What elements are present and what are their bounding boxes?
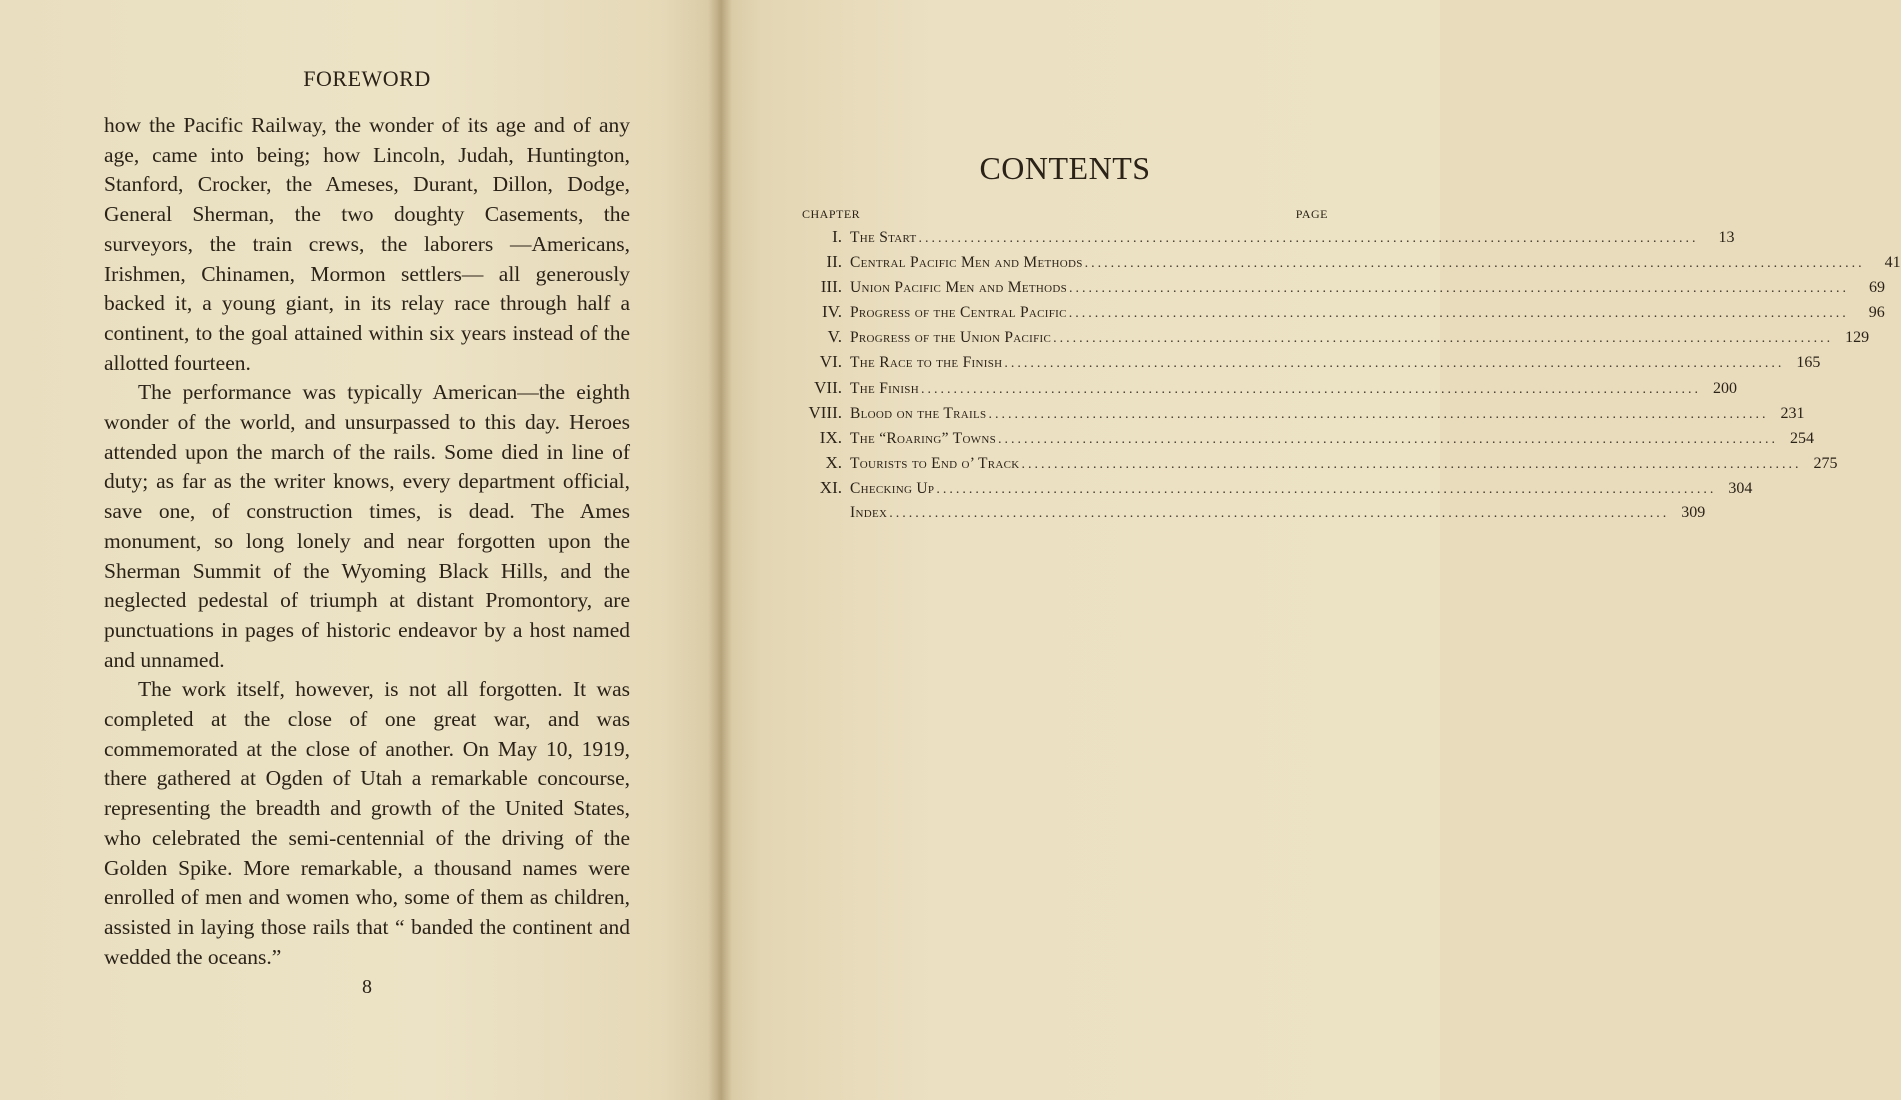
page-reference: 254 (1790, 429, 1815, 447)
toc-entry (802, 324, 1870, 349)
page-reference: 129 (1845, 329, 1870, 347)
dot-leader: ........................................................................................................................ (1069, 281, 1850, 297)
page-reference: 13 (1718, 229, 1735, 246)
toc-entry (802, 224, 1735, 249)
chapter-number: VII. (814, 377, 842, 397)
toc-entry (802, 500, 1706, 525)
dot-leader: ........................................................................................................................ (988, 406, 1769, 422)
toc-entry (802, 349, 1821, 374)
chapter-title: Progress of the Central Pacific (850, 304, 1067, 322)
dot-leader: ........................................................................................................................ (1021, 456, 1802, 472)
page-reference: 309 (1681, 504, 1706, 522)
chapter-title: The Start (850, 229, 917, 246)
page-reference: 69 (1869, 279, 1886, 297)
chapter-title: Tourists to End o’ Track (850, 454, 1020, 472)
chapter-column-label: CHAPTER (802, 207, 861, 221)
chapter-title: Index (850, 504, 888, 522)
dot-leader: ........................................................................................................................ (889, 506, 1670, 522)
page-reference: 41 (1884, 254, 1901, 272)
chapter-number: III. (820, 277, 842, 297)
page-reference: 231 (1780, 404, 1805, 422)
dot-leader: ........................................................................................................................ (998, 431, 1779, 447)
book-gutter (708, 0, 732, 1100)
page-reference: 275 (1813, 454, 1838, 472)
dot-leader: ........................................................................................................................ (1068, 306, 1849, 322)
toc-entry (802, 425, 1815, 450)
chapter-title: Checking Up (850, 479, 935, 497)
dot-leader: ........................................................................................................................ (936, 481, 1717, 497)
chapter-number: V. (827, 327, 842, 347)
page-reference: 200 (1712, 379, 1737, 397)
chapter-title: Blood on the Trails (850, 404, 987, 422)
left-page (0, 0, 718, 1100)
paragraph: The performance was typically American—the eighth wonder of the world, and unsurpassed to this day. Heroes attended upon the march of the rails. Some died in line of duty; as far as the writer knows, every department official, save one, of construction times, is dead. The Ames monument, so long lonely and near forgotten upon the Sherman Summit of the Wyoming Black Hills, and the neglected pedestal of triumph at distant Promontory, are punctuations in pages of historic endeavor by a host named and unnamed. (104, 380, 630, 672)
chapter-title: The Race to the Finish (850, 354, 1003, 372)
page-reference: 165 (1796, 354, 1821, 372)
toc-entry (802, 375, 1737, 400)
table-of-contents (802, 224, 1901, 525)
chapter-number: XI. (819, 477, 842, 497)
toc-entry (802, 400, 1805, 425)
page-reference: 96 (1868, 304, 1885, 322)
paragraph: The work itself, however, is not all forgotten. It was completed at the close of one great war, and was commemorated at the close of another. On May 10, 1919, there gathered at Ogden of Utah a remarkable concourse, representing the breadth and growth of the United States, who celebrated the semi-centennial of the driving of the Golden Spike. More remarkable, a thousand names were enrolled of men and women who, some of them as children, assisted in laying those rails that “ banded the continent and wedded the oceans.” (104, 677, 630, 969)
chapter-number: IV. (822, 302, 842, 322)
toc-entry (802, 475, 1753, 500)
page-column-label: PAGE (1295, 207, 1328, 221)
running-head: FOREWORD (303, 66, 431, 91)
chapter-title: The “Roaring” Towns (850, 429, 997, 447)
chapter-number: II. (826, 252, 842, 272)
chapter-number: IX. (819, 427, 842, 447)
chapter-number: I. (832, 227, 842, 246)
toc-entry (802, 299, 1885, 324)
toc-entry (802, 274, 1886, 299)
chapter-title: The Finish (850, 379, 919, 397)
dot-leader: ........................................................................................................................ (920, 381, 1701, 397)
toc-entry (802, 249, 1901, 274)
contents-title: CONTENTS (979, 150, 1151, 186)
dot-leader: ........................................................................................................................ (918, 231, 1699, 246)
dot-leader: ........................................................................................................................ (1084, 256, 1865, 272)
foreword-text (104, 111, 630, 972)
chapter-number: VI. (819, 352, 842, 372)
page-reference: 304 (1728, 479, 1753, 497)
toc-entry (802, 450, 1838, 475)
dot-leader: ........................................................................................................................ (1053, 331, 1834, 347)
dot-leader: ........................................................................................................................ (1004, 356, 1785, 372)
chapter-title: Union Pacific Men and Methods (850, 279, 1068, 297)
chapter-title: Central Pacific Men and Methods (850, 254, 1083, 272)
chapter-title: Progress of the Union Pacific (850, 329, 1052, 347)
page-number: 8 (362, 976, 372, 998)
paragraph: how the Pacific Railway, the wonder of its age and of any age, came into being; how Lincoln, Judah, Huntington, Stanford, Crocker, the Ameses, Durant, Dillon, Dodge, General Sherman, the two doughty Casements, the surveyors, the train crews, the laborers —Americans, Irishmen, Chinamen, Mormon settlers— all generously backed it, a young giant, in its relay race through half a continent, to the goal attained within six years instead of the allotted fourteen. (104, 113, 630, 375)
chapter-number: VIII. (808, 402, 842, 422)
chapter-number: X. (825, 452, 842, 472)
